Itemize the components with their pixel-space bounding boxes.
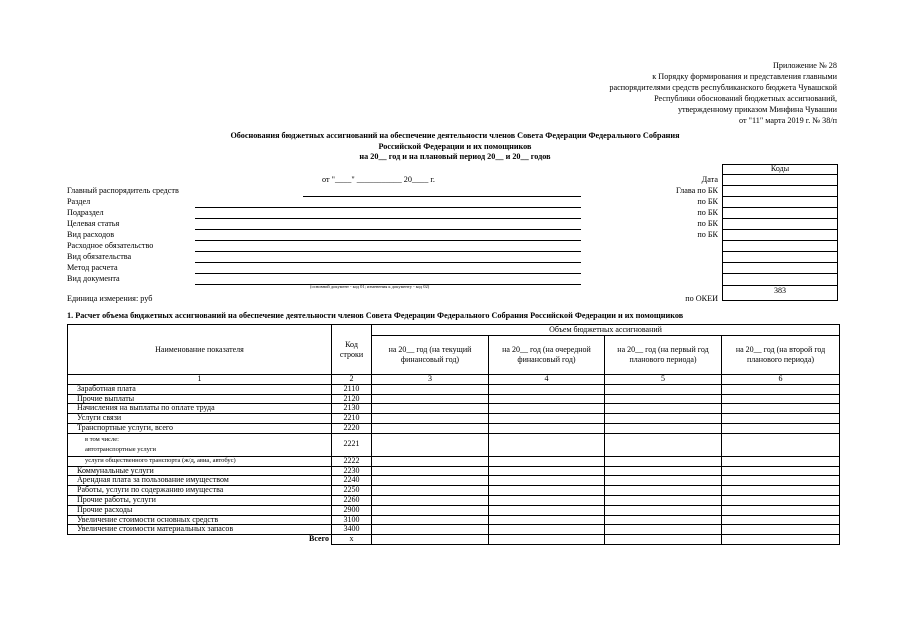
row-code: 3100 bbox=[332, 515, 372, 525]
col-header-name: Наименование показателя bbox=[68, 325, 332, 375]
codes-row-tselevaya[interactable] bbox=[722, 218, 838, 219]
value-cell[interactable] bbox=[372, 384, 489, 394]
okei-label: по ОКЕИ bbox=[685, 294, 718, 303]
value-cell[interactable] bbox=[722, 505, 840, 515]
okei-code: 383 bbox=[774, 286, 786, 295]
field-label-metod: Метод расчета bbox=[67, 263, 118, 272]
table-row bbox=[68, 404, 840, 414]
row-name: Транспортные услуги, всего bbox=[68, 423, 332, 433]
total-value-cell[interactable] bbox=[372, 535, 489, 545]
table-row bbox=[68, 414, 840, 424]
section-title: 1. Расчет объема бюджетных ассигнований на обеспечение деятельности членов Совета Федерации Федерального Собрания Российской Федерации и их помощников bbox=[67, 311, 684, 320]
row-name: Прочие расходы bbox=[68, 505, 332, 515]
value-cell[interactable] bbox=[372, 505, 489, 515]
row-code: 2250 bbox=[332, 486, 372, 496]
title-line-2: Российской Федерации и их помощников bbox=[378, 141, 532, 151]
value-cell[interactable] bbox=[722, 495, 840, 505]
value-cell[interactable] bbox=[605, 476, 722, 486]
value-cell[interactable] bbox=[489, 433, 605, 456]
table-row bbox=[68, 423, 840, 433]
table-row bbox=[68, 394, 840, 404]
value-cell[interactable] bbox=[605, 466, 722, 476]
row-name: в том числе: bbox=[85, 435, 119, 443]
col-number: 3 bbox=[372, 375, 489, 385]
field-line-tselevaya[interactable] bbox=[195, 229, 581, 230]
date-line: от "____" ___________ 20____ г. bbox=[322, 175, 435, 184]
row-code: 2210 bbox=[332, 414, 372, 424]
field-label-glavny: Главный распорядитель средств bbox=[67, 186, 179, 195]
codes-row-razdel[interactable] bbox=[722, 196, 838, 197]
field-label-tselevaya: Целевая статья bbox=[67, 219, 120, 228]
table-row bbox=[68, 456, 840, 466]
total-label: Всего bbox=[309, 534, 329, 544]
row-name-subgroup bbox=[68, 433, 332, 456]
table-row bbox=[68, 525, 840, 535]
value-cell[interactable] bbox=[605, 384, 722, 394]
row-code: 2110 bbox=[332, 384, 372, 394]
po-bk-label: по БК bbox=[697, 208, 718, 217]
annex-line: утвержденному приказом Минфина Чувашии bbox=[677, 105, 837, 114]
row-code: 2260 bbox=[332, 495, 372, 505]
title-line-1: Обоснования бюджетных ассигнований на обеспечение деятельности членов Совета Федерации Федерального Собрания bbox=[230, 131, 680, 140]
value-cell[interactable] bbox=[605, 394, 722, 404]
codes-header: Коды bbox=[770, 164, 790, 173]
value-cell[interactable] bbox=[489, 515, 605, 525]
codes-row-metod[interactable] bbox=[722, 262, 838, 263]
field-line-obyazatelstvo[interactable] bbox=[195, 251, 581, 252]
value-cell[interactable] bbox=[372, 423, 489, 433]
col-header-plan2: на 20__ год (на второй год планового периода) bbox=[722, 336, 840, 375]
row-name: автотранспортные услуги bbox=[85, 445, 156, 453]
unit-label: Единица измерения: руб bbox=[67, 294, 153, 303]
value-cell[interactable] bbox=[372, 414, 489, 424]
row-name: Работы, услуги по содержанию имущества bbox=[68, 486, 332, 496]
annex-line: к Порядку формирования и представления главными bbox=[652, 72, 837, 81]
col-header-next: на 20__ год (на очередной финансовый год) bbox=[489, 336, 605, 375]
field-label-podrazdel: Подраздел bbox=[67, 208, 104, 217]
row-code: 2900 bbox=[332, 505, 372, 515]
field-label-vid-obyaz: Вид обязательства bbox=[67, 252, 132, 261]
value-cell[interactable] bbox=[605, 486, 722, 496]
field-label-obyazatelstvo: Расходное обязательство bbox=[67, 241, 154, 250]
value-cell[interactable] bbox=[722, 476, 840, 486]
col-number: 5 bbox=[605, 375, 722, 385]
po-bk-label: по БК bbox=[697, 230, 718, 239]
po-bk-label: по БК bbox=[697, 219, 718, 228]
row-name: Увеличение стоимости материальных запасов bbox=[68, 525, 332, 535]
codes-row-date[interactable] bbox=[722, 174, 838, 175]
value-cell[interactable] bbox=[372, 476, 489, 486]
value-cell[interactable] bbox=[489, 466, 605, 476]
glava-label: Глава по БК bbox=[676, 186, 718, 195]
value-cell[interactable] bbox=[372, 456, 489, 466]
value-cell[interactable] bbox=[489, 495, 605, 505]
value-cell[interactable] bbox=[372, 495, 489, 505]
value-cell[interactable] bbox=[722, 433, 840, 456]
field-line-vid-obyaz[interactable] bbox=[195, 262, 581, 263]
codes-row-vid-obyaz[interactable] bbox=[722, 251, 838, 252]
value-cell[interactable] bbox=[722, 414, 840, 424]
annex-header bbox=[609, 60, 837, 126]
col-number: 6 bbox=[722, 375, 840, 385]
table-row bbox=[68, 505, 840, 515]
col-header-current: на 20__ год (на текущий финансовый год) bbox=[372, 336, 489, 375]
value-cell[interactable] bbox=[372, 486, 489, 496]
value-cell[interactable] bbox=[372, 515, 489, 525]
value-cell[interactable] bbox=[372, 394, 489, 404]
total-value-cell[interactable] bbox=[605, 535, 722, 545]
value-cell[interactable] bbox=[489, 414, 605, 424]
document-title bbox=[150, 131, 760, 163]
value-cell[interactable] bbox=[722, 515, 840, 525]
value-cell[interactable] bbox=[722, 466, 840, 476]
field-line-vid-rashodov[interactable] bbox=[195, 240, 581, 241]
row-name: услуги общественного транспорта (ж/д, авиа, автобус) bbox=[68, 456, 332, 466]
annex-line: Республики обоснований бюджетных ассигнований, bbox=[654, 94, 837, 103]
table-row bbox=[68, 466, 840, 476]
value-cell[interactable] bbox=[372, 525, 489, 535]
value-cell[interactable] bbox=[605, 525, 722, 535]
table-row bbox=[68, 515, 840, 525]
codes-row-podrazdel[interactable] bbox=[722, 207, 838, 208]
value-cell[interactable] bbox=[372, 433, 489, 456]
field-label-razdel: Раздел bbox=[67, 197, 91, 206]
value-cell[interactable] bbox=[372, 404, 489, 414]
value-cell[interactable] bbox=[489, 384, 605, 394]
codes-row-glava[interactable] bbox=[722, 185, 838, 186]
row-code: 2220 bbox=[332, 423, 372, 433]
value-cell[interactable] bbox=[722, 404, 840, 414]
row-code: 2230 bbox=[332, 466, 372, 476]
field-label-vid-rashodov: Вид расходов bbox=[67, 230, 115, 239]
table-row bbox=[68, 433, 840, 456]
value-cell[interactable] bbox=[605, 495, 722, 505]
col-number: 1 bbox=[68, 375, 332, 385]
value-cell[interactable] bbox=[372, 466, 489, 476]
annex-line: от "11" марта 2019 г. № 38/п bbox=[739, 116, 837, 125]
row-code: 2240 bbox=[332, 476, 372, 486]
row-code: 2222 bbox=[332, 456, 372, 466]
value-cell[interactable] bbox=[722, 423, 840, 433]
row-code: 3400 bbox=[332, 525, 372, 535]
table-row bbox=[68, 495, 840, 505]
annex-line: распорядителями средств республиканского бюджета Чувашской bbox=[609, 83, 837, 92]
value-cell[interactable] bbox=[722, 486, 840, 496]
date-label: Дата bbox=[701, 175, 718, 184]
field-line-glavny[interactable] bbox=[303, 196, 581, 197]
value-cell[interactable] bbox=[489, 505, 605, 515]
field-line-metod[interactable] bbox=[195, 273, 581, 274]
row-name: Арендная плата за пользование имуществом bbox=[68, 476, 332, 486]
value-cell[interactable] bbox=[605, 433, 722, 456]
value-cell[interactable] bbox=[489, 423, 605, 433]
value-cell[interactable] bbox=[605, 456, 722, 466]
row-name: Увеличение стоимости основных средств bbox=[68, 515, 332, 525]
value-cell[interactable] bbox=[489, 456, 605, 466]
field-line-razdel[interactable] bbox=[195, 207, 581, 208]
value-cell[interactable] bbox=[489, 486, 605, 496]
row-code: 2120 bbox=[332, 394, 372, 404]
value-cell[interactable] bbox=[489, 404, 605, 414]
row-name: Услуги связи bbox=[68, 414, 332, 424]
value-cell[interactable] bbox=[722, 384, 840, 394]
value-cell[interactable] bbox=[605, 515, 722, 525]
codes-row-obyazatelstvo[interactable] bbox=[722, 240, 838, 241]
value-cell[interactable] bbox=[605, 414, 722, 424]
row-name: Прочие работы, услуги bbox=[68, 495, 332, 505]
po-bk-label: по БК bbox=[697, 197, 718, 206]
row-name: Прочие выплаты bbox=[68, 394, 332, 404]
row-code: 2221 bbox=[332, 433, 372, 456]
row-name: Заработная плата bbox=[68, 384, 332, 394]
total-value-cell[interactable] bbox=[489, 535, 605, 545]
col-header-plan1: на 20__ год (на первый год планового периода) bbox=[605, 336, 722, 375]
table-row bbox=[68, 476, 840, 486]
group-header: Объем бюджетных ассигнований bbox=[372, 325, 840, 336]
value-cell[interactable] bbox=[722, 394, 840, 404]
value-cell[interactable] bbox=[489, 394, 605, 404]
col-number: 4 bbox=[489, 375, 605, 385]
table-row bbox=[68, 486, 840, 496]
value-cell[interactable] bbox=[722, 456, 840, 466]
value-cell[interactable] bbox=[489, 525, 605, 535]
codes-row-vid-doc[interactable] bbox=[722, 273, 838, 274]
value-cell[interactable] bbox=[489, 476, 605, 486]
total-row bbox=[68, 535, 840, 545]
total-code: x bbox=[332, 535, 372, 545]
row-code: 2130 bbox=[332, 404, 372, 414]
title-line-3: на 20__ год и на плановый период 20__ и 20__ годов bbox=[359, 152, 551, 161]
col-header-code: Код строки bbox=[332, 325, 372, 375]
value-cell[interactable] bbox=[605, 404, 722, 414]
codes-row-vid-rashodov[interactable] bbox=[722, 229, 838, 230]
value-cell[interactable] bbox=[605, 505, 722, 515]
total-value-cell[interactable] bbox=[722, 535, 840, 545]
value-cell[interactable] bbox=[605, 423, 722, 433]
value-cell[interactable] bbox=[722, 525, 840, 535]
doc-type-note: (основной документ - код 01; изменения к документу - код 02) bbox=[310, 284, 430, 289]
col-number: 2 bbox=[332, 375, 372, 385]
annex-line: Приложение № 28 bbox=[772, 61, 837, 70]
field-label-vid-doc: Вид документа bbox=[67, 274, 120, 283]
budget-table bbox=[67, 324, 840, 545]
table-row bbox=[68, 384, 840, 394]
row-name: Коммунальные услуги bbox=[68, 466, 332, 476]
row-name: Начисления на выплаты по оплате труда bbox=[68, 404, 332, 414]
field-line-podrazdel[interactable] bbox=[195, 218, 581, 219]
